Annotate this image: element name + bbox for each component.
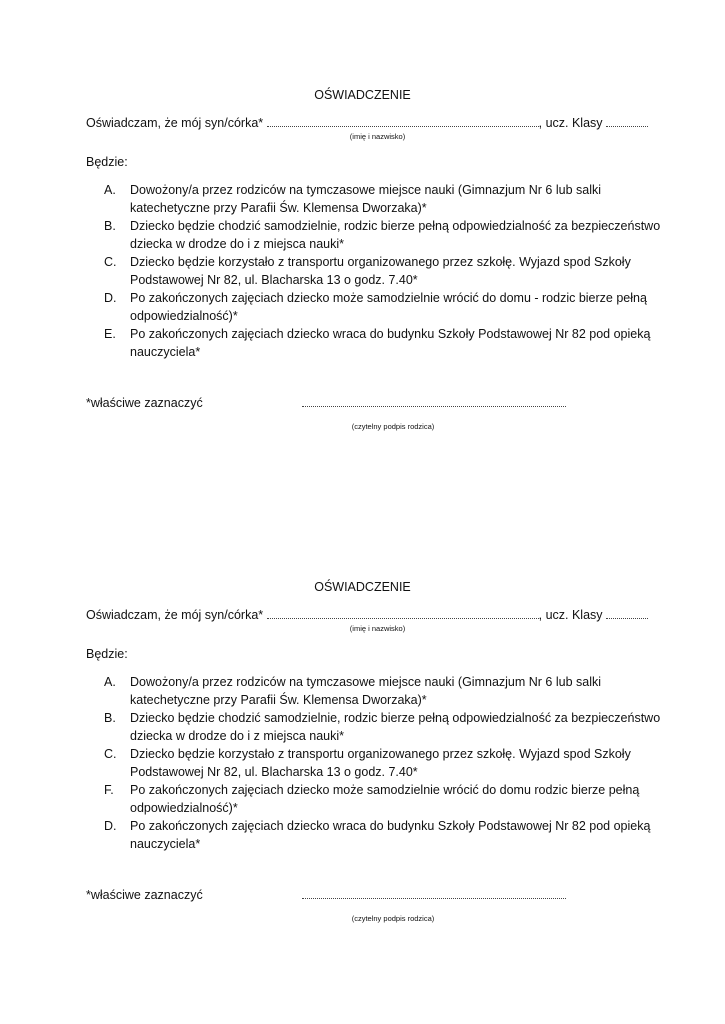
statement-line bbox=[86, 116, 648, 130]
options-list bbox=[104, 673, 664, 853]
class-field[interactable] bbox=[606, 617, 648, 619]
footnote: *właściwe zaznaczyć bbox=[86, 888, 203, 902]
option-letter: A. bbox=[104, 675, 116, 689]
option-letter: A. bbox=[104, 183, 116, 197]
option-item[interactable] bbox=[104, 325, 664, 361]
child-name-field[interactable] bbox=[267, 617, 539, 619]
signature-field[interactable] bbox=[302, 397, 566, 407]
option-text: Po zakończonych zajęciach dziecko może samodzielnie wrócić do domu rodzic bierze pełną odpowiedzialność)* bbox=[130, 783, 640, 815]
options-list bbox=[104, 181, 664, 361]
declaration-form-2 bbox=[0, 492, 725, 923]
footnote: *właściwe zaznaczyć bbox=[86, 396, 203, 410]
option-item[interactable] bbox=[104, 289, 664, 325]
bedzie-label: Będzie: bbox=[86, 647, 128, 661]
option-text: Dowożony/a przez rodziców na tymczasowe miejsce nauki (Gimnazjum Nr 6 lub salki katechetyczne przy Parafii Św. Klemensa Dworzaka)* bbox=[130, 675, 602, 707]
option-letter: C. bbox=[104, 255, 117, 269]
option-text: Dziecko będzie chodzić samodzielnie, rodzic bierze pełną odpowiedzialność za bezpieczeństwo dziecka w drodze do i z miejsca nauki* bbox=[130, 711, 661, 743]
statement-class-label: , ucz. Klasy bbox=[538, 608, 603, 622]
option-letter: D. bbox=[104, 291, 117, 305]
option-item[interactable] bbox=[104, 253, 664, 289]
statement-line bbox=[86, 608, 648, 622]
name-caption: (imię i nazwisko) bbox=[349, 624, 406, 633]
option-letter: B. bbox=[104, 219, 116, 233]
bedzie-label: Będzie: bbox=[86, 155, 128, 169]
option-text: Po zakończonych zajęciach dziecko wraca do budynku Szkoły Podstawowej Nr 82 pod opieką nauczyciela* bbox=[130, 819, 651, 851]
signature-field[interactable] bbox=[302, 889, 566, 899]
option-item[interactable] bbox=[104, 709, 664, 745]
form-title: OŚWIADCZENIE bbox=[314, 88, 411, 102]
name-caption: (imię i nazwisko) bbox=[349, 132, 406, 141]
statement-prefix: Oświadczam, że mój syn/córka* bbox=[86, 608, 264, 622]
option-text: Dziecko będzie chodzić samodzielnie, rodzic bierze pełną odpowiedzialność za bezpieczeństwo dziecka w drodze do i z miejsca nauki* bbox=[130, 219, 661, 251]
option-text: Po zakończonych zajęciach dziecko wraca do budynku Szkoły Podstawowej Nr 82 pod opieką nauczyciela* bbox=[130, 327, 651, 359]
signature-caption: (czytelny podpis rodzica) bbox=[351, 914, 435, 923]
form-title: OŚWIADCZENIE bbox=[314, 580, 411, 594]
option-text: Dowożony/a przez rodziców na tymczasowe miejsce nauki (Gimnazjum Nr 6 lub salki katechetyczne przy Parafii Św. Klemensa Dworzaka)* bbox=[130, 183, 602, 215]
statement-class-label: , ucz. Klasy bbox=[538, 116, 603, 130]
option-item[interactable] bbox=[104, 817, 664, 853]
option-letter: F. bbox=[104, 783, 114, 797]
statement-prefix: Oświadczam, że mój syn/córka* bbox=[86, 116, 264, 130]
option-item[interactable] bbox=[104, 673, 664, 709]
option-text: Dziecko będzie korzystało z transportu organizowanego przez szkołę. Wyjazd spod Szkoły Podstawowej Nr 82, ul. Blacharska 13 o godz. 7.40* bbox=[130, 255, 631, 287]
option-text: Po zakończonych zajęciach dziecko może samodzielnie wrócić do domu - rodzic bierze pełną odpowiedzialność)* bbox=[130, 291, 647, 323]
option-text: Dziecko będzie korzystało z transportu organizowanego przez szkołę. Wyjazd spod Szkoły Podstawowej Nr 82, ul. Blacharska 13 o godz. 7.40* bbox=[130, 747, 631, 779]
option-letter: D. bbox=[104, 819, 117, 833]
declaration-form-1 bbox=[0, 0, 725, 431]
option-letter: E. bbox=[104, 327, 116, 341]
option-item[interactable] bbox=[104, 781, 664, 817]
option-item[interactable] bbox=[104, 745, 664, 781]
option-item[interactable] bbox=[104, 181, 664, 217]
option-letter: C. bbox=[104, 747, 117, 761]
child-name-field[interactable] bbox=[267, 125, 539, 127]
class-field[interactable] bbox=[606, 125, 648, 127]
option-letter: B. bbox=[104, 711, 116, 725]
option-item[interactable] bbox=[104, 217, 664, 253]
signature-caption: (czytelny podpis rodzica) bbox=[351, 422, 435, 431]
